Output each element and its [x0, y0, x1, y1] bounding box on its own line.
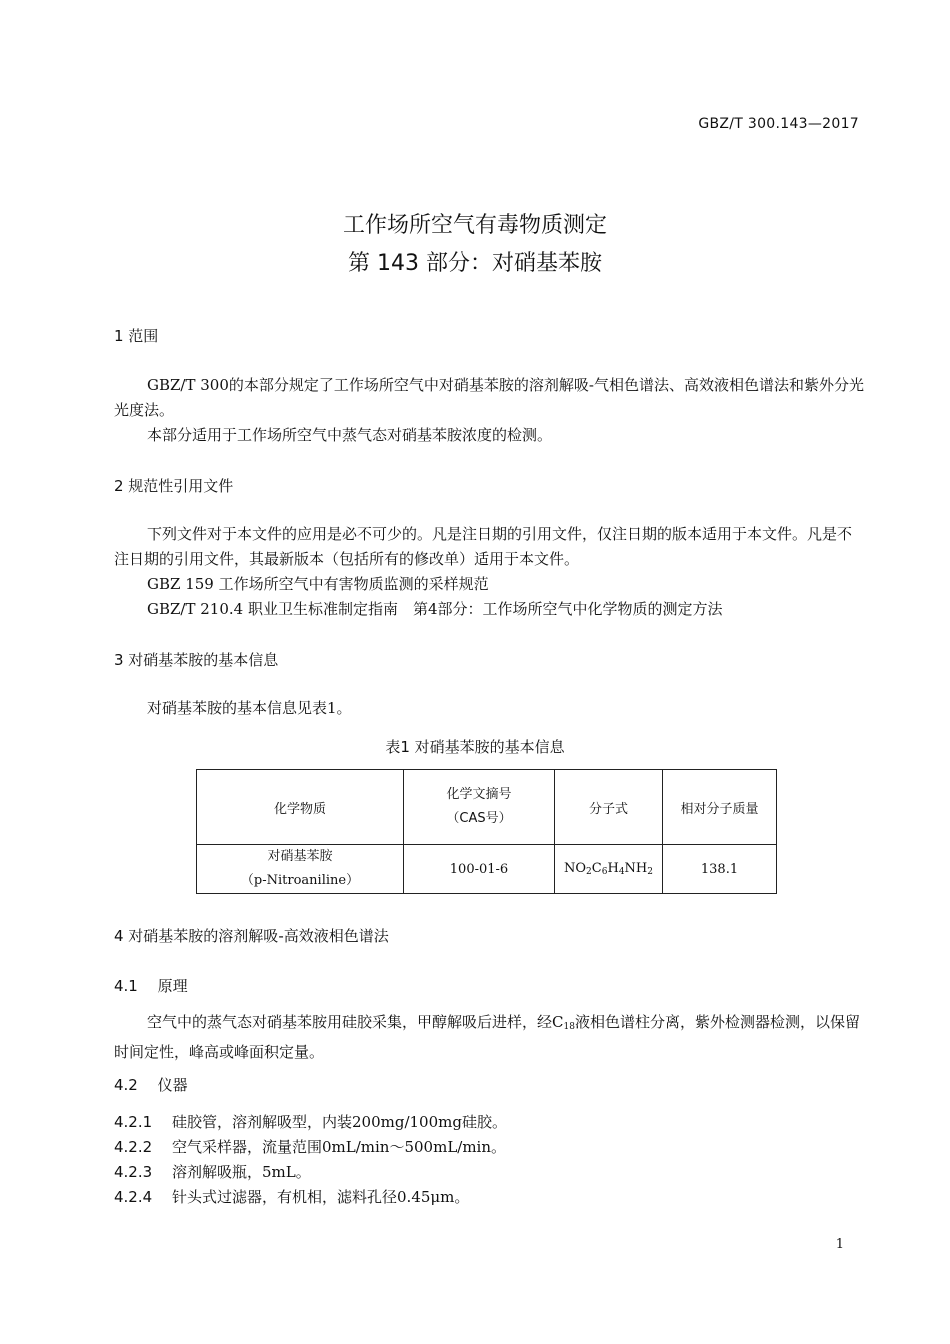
item-number: 4.2.3 [114, 1163, 153, 1181]
section-4-2-heading: 4.2 仪器 [114, 1076, 188, 1094]
section-4-1-heading: 4.1 原理 [114, 977, 188, 995]
table-caption: 表1 对硝基苯胺的基本信息 [385, 738, 565, 756]
section-2-heading: 2 规范性引用文件 [114, 477, 234, 495]
section-2-paragraph-1: 下列文件对于本文件的应用是必不可少的。凡是注日期的引用文件，仅注日期的版本适用于本文件。凡是不注日期的引用文件，其最新版本（包括所有的修改单）适用于本文件。 [114, 525, 853, 568]
header-cas [404, 770, 555, 845]
header-cas-line1: 化学文摘号 [446, 787, 512, 802]
section-1-heading: 1 范围 [114, 327, 159, 345]
list-item [114, 1185, 469, 1211]
section-3-paragraph-1: 对硝基苯胺的基本信息见表1。 [147, 699, 352, 717]
item-text: 空气采样器，流量范围0mL/min～500mL/min。 [172, 1138, 507, 1156]
substance-name-en: （p-Nitroaniline） [240, 873, 360, 888]
cell-mass: 138.1 [663, 845, 777, 894]
item-text: 溶剂解吸瓶，5mL。 [172, 1163, 311, 1181]
page-number: 1 [835, 1237, 844, 1252]
reference-2: GBZ/T 210.4 职业卫生标准制定指南 第4部分：工作场所空气中化学物质的测定方法 [147, 600, 723, 618]
document-subtitle: 第 143 部分：对硝基苯胺 [348, 251, 602, 276]
reference-1: GBZ 159 工作场所空气中有害物质监测的采样规范 [147, 575, 489, 593]
cell-substance [197, 845, 404, 894]
section-1-paragraph-1: GBZ/T 300的本部分规定了工作场所空气中对硝基苯胺的溶剂解吸-气相色谱法、高效液相色谱法和紫外分光光度法。 [114, 376, 864, 419]
basic-info-table [196, 769, 777, 894]
cell-cas: 100-01-6 [404, 845, 555, 894]
item-number: 4.2.2 [114, 1138, 153, 1156]
cell-formula: $NO_2C_6H_4NH_2$ [555, 845, 663, 894]
section-1-paragraph-2: 本部分适用于工作场所空气中蒸气态对硝基苯胺浓度的检测。 [147, 426, 553, 444]
item-text: 硅胶管，溶剂解吸型，内装200mg/100mg硅胶。 [172, 1113, 507, 1131]
header-mass: 相对分子质量 [663, 770, 777, 845]
item-text: 针头式过滤器，有机相，滤料孔径0.45μm。 [172, 1188, 470, 1206]
list-item [114, 1110, 507, 1136]
section-4-heading: 4 对硝基苯胺的溶剂解吸-高效液相色谱法 [114, 927, 389, 945]
list-item [114, 1160, 311, 1186]
header-substance: 化学物质 [197, 770, 404, 845]
table-row [197, 845, 777, 894]
document-title: 工作场所空气有毒物质测定 [342, 213, 607, 238]
standard-code: GBZ/T 300.143—2017 [698, 116, 859, 132]
substance-name-cn: 对硝基苯胺 [267, 849, 333, 864]
header-formula: 分子式 [555, 770, 663, 845]
item-number: 4.2.1 [114, 1113, 153, 1131]
item-number: 4.2.4 [114, 1188, 153, 1206]
table-header-row [197, 770, 777, 845]
section-3-heading: 3 对硝基苯胺的基本信息 [114, 651, 279, 669]
section-4-1-paragraph: 空气中的蒸气态对硝基苯胺用硅胶采集，甲醇解吸后进样，经$C_{18}$液相色谱柱分离，紫外检测器检测，以保留时间定性，峰高或峰面积定量。 [114, 1013, 860, 1061]
header-cas-line2: （CAS号） [446, 811, 512, 826]
list-item [114, 1135, 506, 1161]
